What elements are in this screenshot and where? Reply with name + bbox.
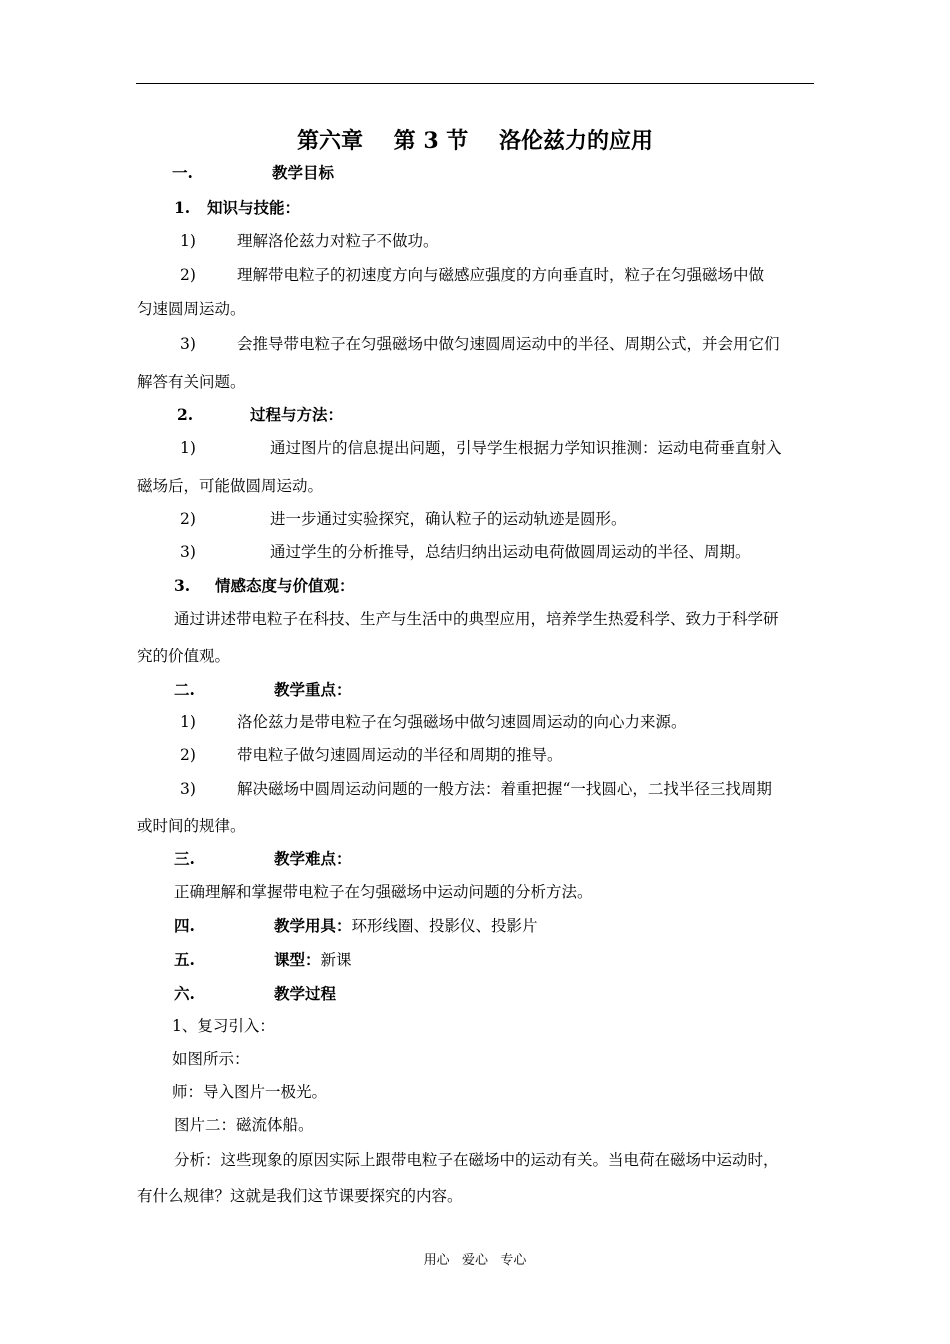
paragraph-text: 如图所示： [172, 1050, 250, 1068]
paragraph-text: 正确理解和掌握带电粒子在匀强磁场中运动问题的分析方法。 [174, 883, 593, 901]
section-label: 课型： [274, 950, 321, 969]
subsection-number: 3. [174, 576, 191, 595]
page-title: 第六章 第 3 节 洛伦兹力的应用 [297, 128, 653, 154]
section-label: 教学用具： [274, 916, 352, 935]
item-text-cont: 磁场后，可能做圆周运动。 [137, 477, 324, 495]
page-footer: 用心 爱心 专心 [423, 1253, 527, 1268]
subsection-label: 情感态度与价值观： [215, 576, 355, 595]
paragraph-text: 师：导入图片一极光。 [172, 1083, 328, 1101]
section-number: 一. [172, 163, 193, 182]
section-label: 教学难点： [274, 849, 352, 868]
section-value: 环形线圈、投影仪、投影片 [351, 917, 538, 935]
item-text-cont: 或时间的规律。 [137, 817, 246, 835]
subsection-number: 1. [174, 198, 191, 217]
subsection-number: 2. [177, 405, 194, 424]
section-content [274, 950, 352, 970]
paragraph-text-cont: 究的价值观。 [137, 647, 231, 665]
item-text-cont: 匀速圆周运动。 [137, 300, 246, 318]
item-text: 理解洛伦兹力对粒子不做功。 [237, 232, 439, 250]
section-value: 新课 [320, 951, 352, 969]
item-number: 3) [180, 543, 196, 561]
subsection-label: 知识与技能： [207, 198, 301, 217]
item-text-cont: 解答有关问题。 [137, 373, 246, 391]
section-number: 六. [174, 984, 195, 1003]
item-number: 1) [180, 439, 196, 457]
header-rule [136, 83, 814, 84]
paragraph-text: 1、复习引入： [172, 1017, 275, 1035]
item-text: 带电粒子做匀速圆周运动的半径和周期的推导。 [237, 746, 563, 764]
section-number: 三. [174, 849, 195, 868]
item-text: 解决磁场中圆周运动问题的一般方法：着重把握“一找圆心，二找半径三找周期 [237, 780, 772, 798]
paragraph-text: 通过讲述带电粒子在科技、生产与生活中的典型应用，培养学生热爱科学、致力于科学研 [174, 610, 779, 628]
section-label: 教学目标 [272, 163, 335, 182]
item-number: 3) [180, 780, 196, 798]
item-number: 1) [180, 713, 196, 731]
item-number: 2) [180, 510, 196, 528]
item-number: 3) [180, 335, 196, 353]
item-text: 通过学生的分析推导，总结归纳出运动电荷做圆周运动的半径、周期。 [270, 543, 751, 561]
section-label: 教学重点： [274, 680, 352, 699]
paragraph-text-cont: 有什么规律？这就是我们这节课要探究的内容。 [137, 1187, 463, 1205]
item-number: 1) [180, 232, 196, 250]
item-number: 2) [180, 746, 196, 764]
item-text: 通过图片的信息提出问题，引导学生根据力学知识推测：运动电荷垂直射入 [270, 439, 782, 457]
item-text: 会推导带电粒子在匀强磁场中做匀速圆周运动中的半径、周期公式，并会用它们 [237, 335, 780, 353]
item-text: 洛伦兹力是带电粒子在匀强磁场中做匀速圆周运动的向心力来源。 [237, 713, 687, 731]
subsection-label: 过程与方法： [250, 405, 344, 424]
section-number: 五. [174, 950, 195, 969]
paragraph-text: 图片二：磁流体船。 [174, 1116, 314, 1134]
section-label: 教学过程 [274, 984, 337, 1003]
item-text: 理解带电粒子的初速度方向与磁感应强度的方向垂直时，粒子在匀强磁场中做 [237, 266, 765, 284]
section-content [274, 916, 538, 936]
section-number: 二. [174, 680, 195, 699]
paragraph-text: 分析：这些现象的原因实际上跟带电粒子在磁场中的运动有关。当电荷在磁场中运动时， [174, 1151, 779, 1169]
item-number: 2) [180, 266, 196, 284]
section-number: 四. [174, 916, 195, 935]
item-text: 进一步通过实验探究，确认粒子的运动轨迹是圆形。 [270, 510, 627, 528]
